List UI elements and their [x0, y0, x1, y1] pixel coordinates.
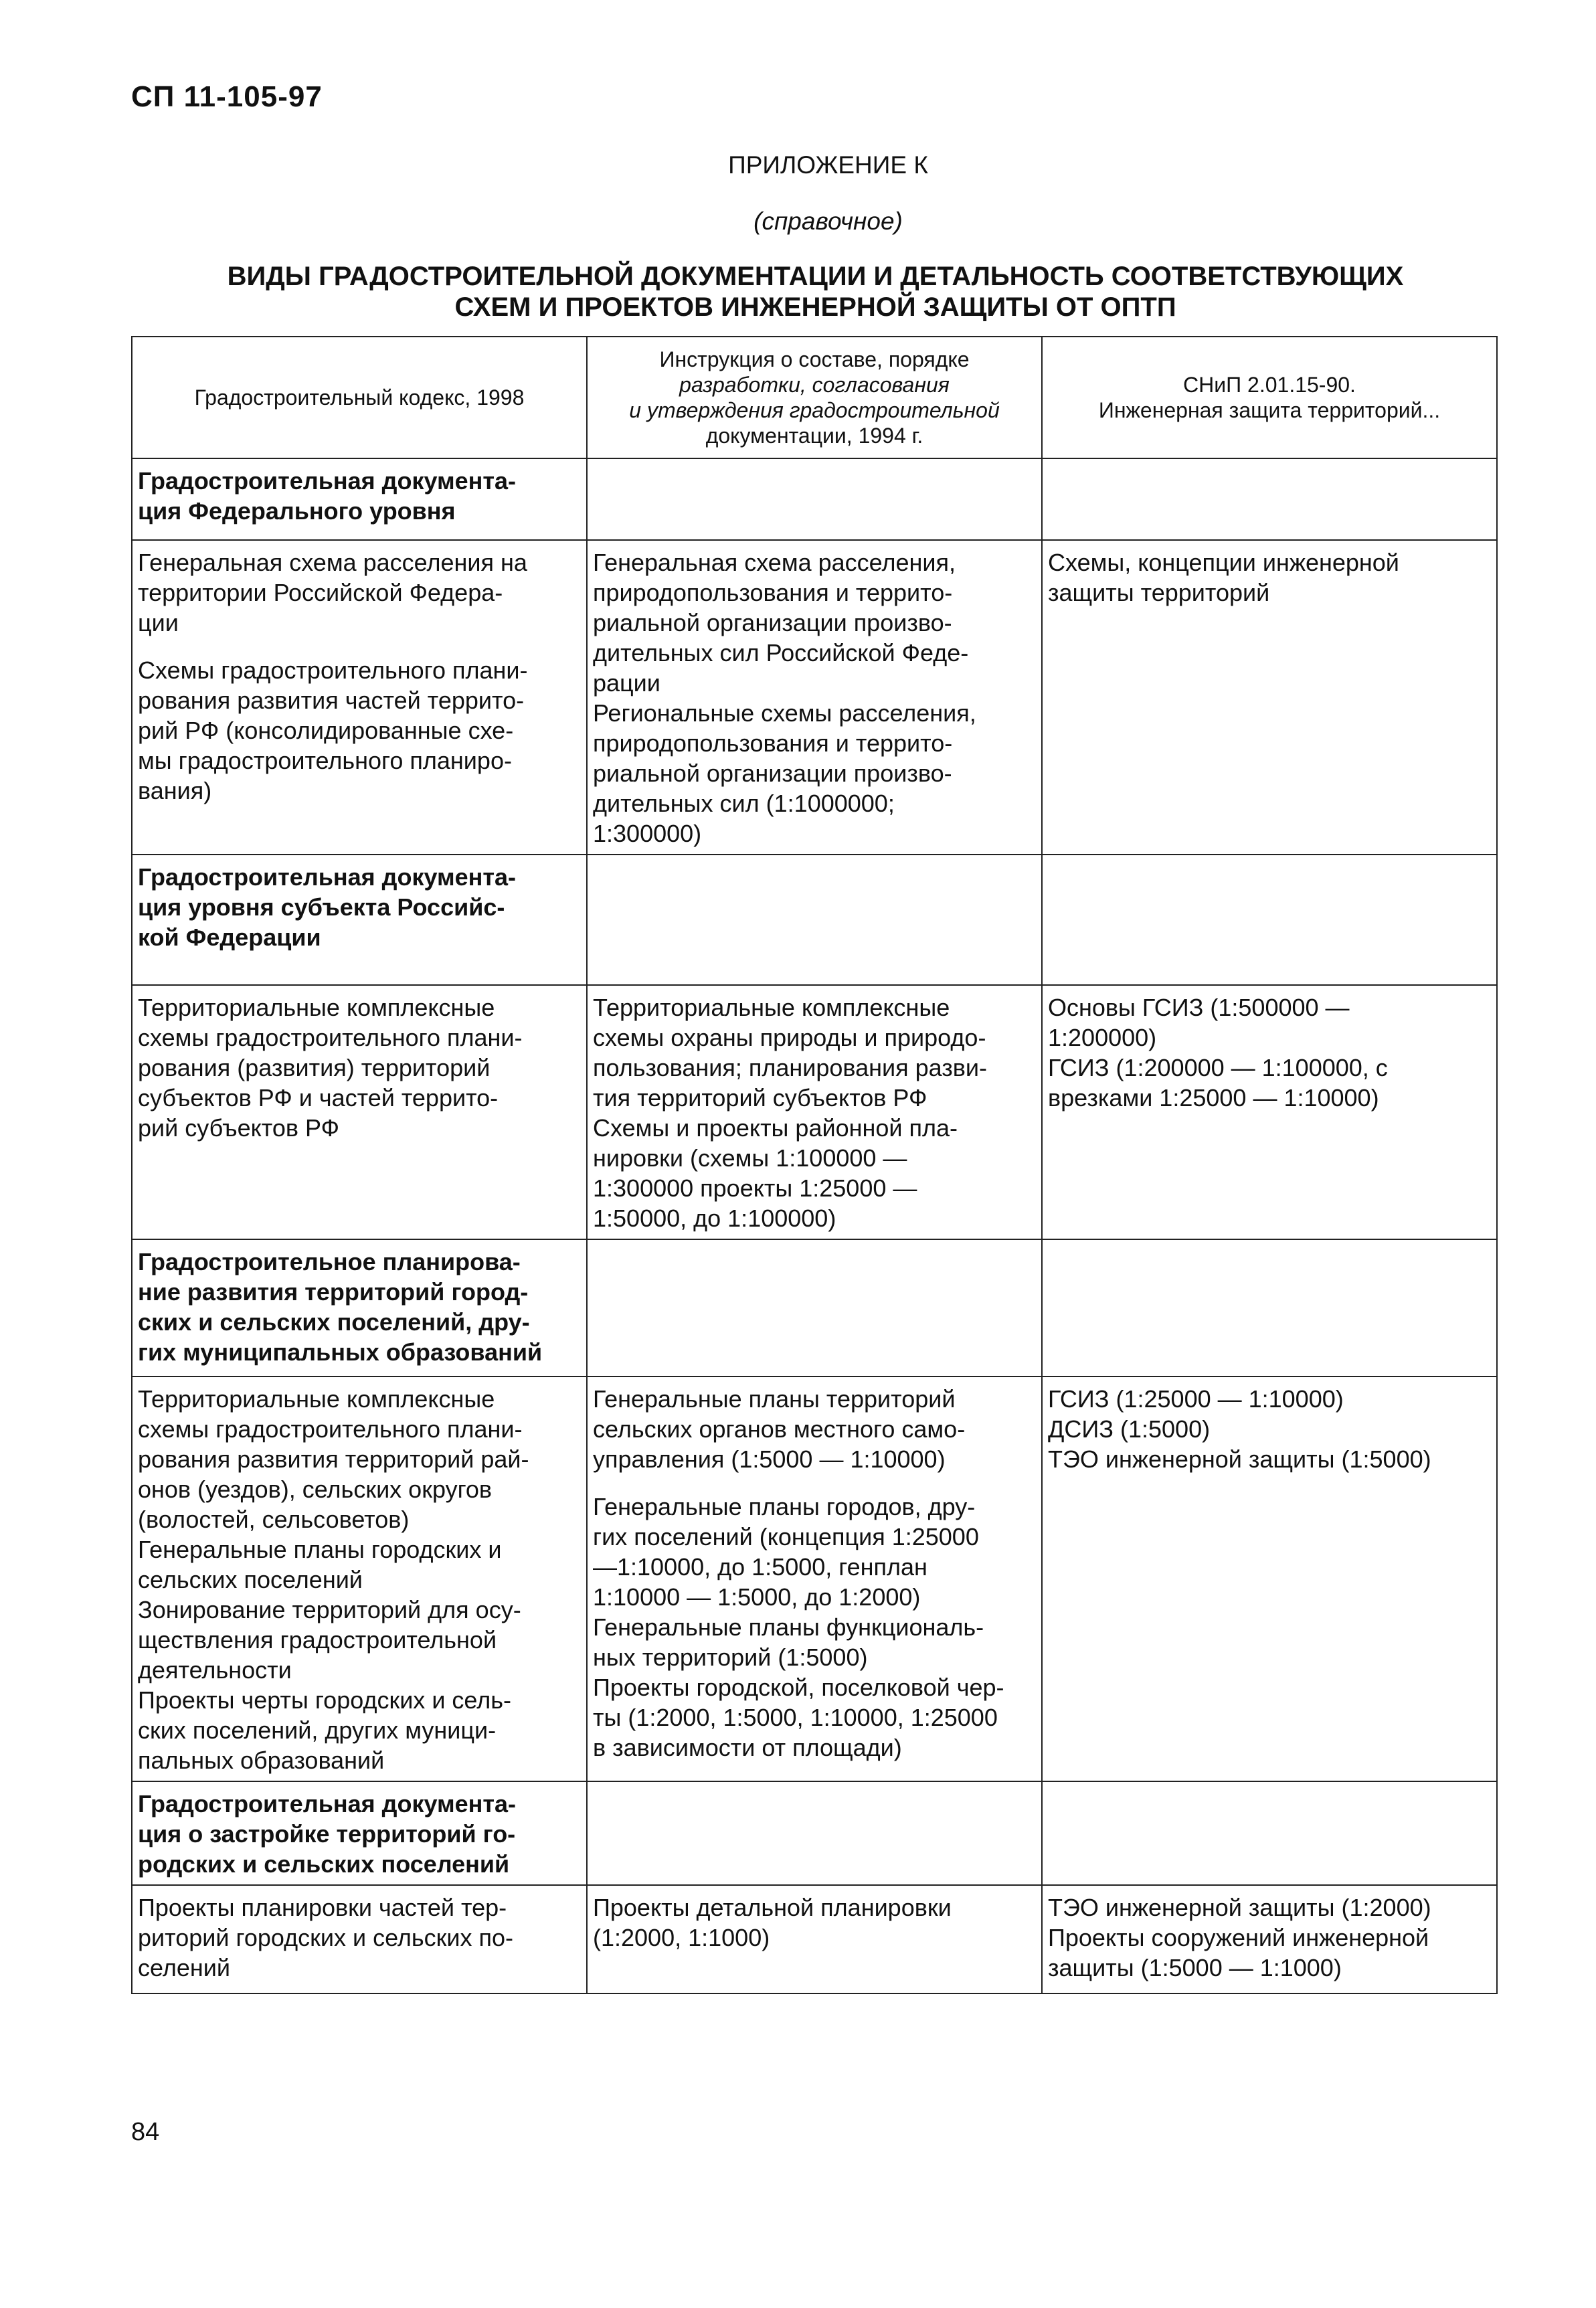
- cell-text-line: Схемы и проекты районной пла-: [593, 1114, 958, 1142]
- column-header-line: разработки, согласования: [679, 373, 950, 397]
- cell-text-line: пальных образований: [138, 1747, 385, 1774]
- cell-text-line: рий РФ (консолидированные схе-: [138, 717, 514, 744]
- document-code: СП 11-105-97: [131, 80, 323, 113]
- cell-text-line: Генеральные планы территорий: [593, 1385, 956, 1413]
- cell-text-line: Градостроительная документа-: [138, 1790, 517, 1817]
- cell-text-line: Проекты сооружений инженерной: [1048, 1924, 1429, 1951]
- cell-text-line: Генеральные планы городских и: [138, 1536, 502, 1563]
- section-heading-cell: [587, 1781, 1042, 1885]
- cell-text-line: схемы охраны природы и природо-: [593, 1024, 986, 1051]
- cell-text-line: врезками 1:25000 — 1:10000): [1048, 1084, 1379, 1112]
- cell-text-line: кой Федерации: [138, 923, 321, 951]
- column-header-line: и утверждения градостроительной: [629, 398, 1000, 422]
- section-heading-row: [132, 1781, 1497, 1885]
- page-title-line: СХЕМ И ПРОЕКТОВ ИНЖЕНЕРНОЙ ЗАЩИТЫ ОТ ОПТП: [454, 292, 1176, 322]
- cell-text-line: Зонирование территорий для осу-: [138, 1596, 521, 1623]
- cell-text-line: ГСИЗ (1:25000 — 1:10000): [1048, 1385, 1344, 1413]
- cell-text-line: Территориальные комплексные: [138, 1385, 495, 1413]
- cell-text-line: ТЭО инженерной защиты (1:5000): [1048, 1445, 1431, 1473]
- section-heading-cell: [132, 1239, 587, 1377]
- cell-text-line: ществления градостроительной: [138, 1626, 497, 1654]
- cell-text-line: Градостроительная документа-: [138, 863, 517, 891]
- cell-text-line: дительных сил Российской Феде-: [593, 639, 969, 667]
- cell-text-line: 1:300000 проекты 1:25000 —: [593, 1174, 917, 1202]
- cell-text-line: ДСИЗ (1:5000): [1048, 1415, 1211, 1443]
- cell-text-line: нировки (схемы 1:100000 —: [593, 1144, 907, 1172]
- section-heading-cell: [132, 855, 587, 985]
- table-header-row: [132, 337, 1497, 458]
- cell-text-line: субъектов РФ и частей террито-: [138, 1084, 499, 1112]
- cell-text-line: ция о застройке территорий го-: [138, 1820, 516, 1848]
- cell-text-line: вания): [138, 777, 212, 804]
- cell-text-line: Проекты планировки частей тер-: [138, 1894, 507, 1921]
- table-cell: [1042, 985, 1497, 1239]
- cell-text-line: Проекты детальной планировки: [593, 1894, 952, 1921]
- cell-spacer: [593, 1474, 1036, 1492]
- cell-text-line: ных территорий (1:5000): [593, 1644, 868, 1671]
- cell-text-line: ция уровня субъекта Российс-: [138, 893, 505, 921]
- cell-text-line: Генеральная схема расселения,: [593, 549, 956, 576]
- cell-text-line: Схемы, концепции инженерной: [1048, 549, 1399, 576]
- cell-text-line: пользования; планирования разви-: [593, 1054, 987, 1081]
- table-cell: [132, 985, 587, 1239]
- section-heading-row: [132, 458, 1497, 540]
- cell-text-line: ция Федерального уровня: [138, 497, 456, 525]
- column-header-line: Инструкция о составе, порядке: [659, 347, 970, 371]
- section-heading-cell: [587, 1239, 1042, 1377]
- section-heading-cell: [587, 855, 1042, 985]
- cell-text-line: рации: [593, 669, 660, 697]
- cell-spacer: [138, 638, 581, 655]
- cell-text-line: деятельности: [138, 1656, 292, 1684]
- cell-text-line: Генеральные планы функциональ-: [593, 1613, 984, 1641]
- table-row: [132, 1885, 1497, 1993]
- cell-text-line: защиты территорий: [1048, 579, 1270, 606]
- table-cell: [587, 985, 1042, 1239]
- section-heading-cell: [1042, 1239, 1497, 1377]
- page-title-line: ВИДЫ ГРАДОСТРОИТЕЛЬНОЙ ДОКУМЕНТАЦИИ И ДЕТАЛЬНОСТЬ СООТВЕТСТВУЮЩИХ: [227, 262, 1404, 291]
- cell-text-line: 1:300000): [593, 820, 702, 847]
- cell-text-line: —1:10000, до 1:5000, генплан: [593, 1553, 927, 1581]
- page-title: [131, 261, 1500, 323]
- table-cell: [587, 1885, 1042, 1993]
- table-row: [132, 540, 1497, 855]
- cell-text-line: Территориальные комплексные: [593, 994, 950, 1021]
- cell-text-line: (1:2000, 1:1000): [593, 1924, 770, 1951]
- cell-text-line: ских и сельских поселений, дру-: [138, 1308, 530, 1336]
- table-cell: [1042, 1377, 1497, 1781]
- cell-text-line: Градостроительное планирова-: [138, 1248, 521, 1275]
- cell-text-line: 1:10000 — 1:5000, до 1:2000): [593, 1583, 921, 1611]
- cell-text-line: ции: [138, 609, 179, 636]
- cell-text-line: селений: [138, 1954, 230, 1981]
- cell-text-line: Генеральная схема расселения на: [138, 549, 527, 576]
- cell-text-line: риальной организации произво-: [593, 760, 952, 787]
- cell-text-line: Градостроительная документа-: [138, 467, 517, 495]
- cell-text-line: Основы ГСИЗ (1:500000 —: [1048, 994, 1350, 1021]
- section-heading-row: [132, 1239, 1497, 1377]
- table-cell: [132, 1377, 587, 1781]
- cell-text-line: Схемы градостроительного плани-: [138, 656, 528, 684]
- cell-text-line: природопользования и террито-: [593, 729, 953, 757]
- table-row: [132, 985, 1497, 1239]
- cell-text-line: ГСИЗ (1:200000 — 1:100000, с: [1048, 1054, 1388, 1081]
- section-heading-cell: [587, 458, 1042, 540]
- section-heading-row: [132, 855, 1497, 985]
- cell-text-line: рования (развития) территорий: [138, 1054, 491, 1081]
- cell-text-line: (волостей, сельсоветов): [138, 1506, 410, 1533]
- cell-text-line: управления (1:5000 — 1:10000): [593, 1445, 946, 1473]
- page-number: 84: [131, 2118, 160, 2146]
- cell-text-line: рования развития территорий рай-: [138, 1445, 529, 1473]
- table-cell: [132, 1885, 587, 1993]
- cell-text-line: территории Российской Федера-: [138, 579, 503, 606]
- cell-text-line: сельских органов местного само-: [593, 1415, 966, 1443]
- section-heading-cell: [1042, 458, 1497, 540]
- appendix-label: ПРИЛОЖЕНИЕ К: [728, 151, 928, 179]
- cell-text-line: рования развития частей террито-: [138, 687, 525, 714]
- cell-text-line: Региональные схемы расселения,: [593, 699, 976, 727]
- cell-text-line: Проекты городской, поселковой чер-: [593, 1674, 1004, 1701]
- appendix-type: (справочное): [753, 207, 903, 235]
- table-cell: [587, 1377, 1042, 1781]
- cell-text-line: защиты (1:5000 — 1:1000): [1048, 1954, 1342, 1981]
- table-cell: [1042, 1885, 1497, 1993]
- cell-text-line: ние развития территорий город-: [138, 1278, 529, 1306]
- section-heading-cell: [1042, 1781, 1497, 1885]
- cell-text-line: рий субъектов РФ: [138, 1114, 339, 1142]
- cell-text-line: гих поселений (концепция 1:25000: [593, 1523, 979, 1550]
- cell-text-line: в зависимости от площади): [593, 1734, 902, 1761]
- table-cell: [587, 540, 1042, 855]
- section-heading-cell: [132, 458, 587, 540]
- cell-text-line: риальной организации произво-: [593, 609, 952, 636]
- cell-text-line: ТЭО инженерной защиты (1:2000): [1048, 1894, 1431, 1921]
- cell-text-line: онов (уездов), сельских округов: [138, 1476, 493, 1503]
- column-header-line: Градостроительный кодекс, 1998: [194, 385, 525, 410]
- cell-text-line: схемы градостроительного плани-: [138, 1415, 523, 1443]
- table-row: [132, 1377, 1497, 1781]
- cell-text-line: Генеральные планы городов, дру-: [593, 1493, 976, 1520]
- cell-text-line: сельских поселений: [138, 1566, 363, 1593]
- cell-text-line: ты (1:2000, 1:5000, 1:10000, 1:25000: [593, 1704, 998, 1731]
- cell-text-line: риторий городских и сельских по-: [138, 1924, 514, 1951]
- cell-text-line: ских поселений, других муници-: [138, 1716, 497, 1744]
- cell-text-line: Проекты черты городских и сель-: [138, 1686, 511, 1714]
- section-heading-cell: [132, 1781, 587, 1885]
- cell-text-line: мы градостроительного планиро-: [138, 747, 512, 774]
- cell-text-line: 1:50000, до 1:100000): [593, 1205, 836, 1232]
- cell-text-line: тия территорий субъектов РФ: [593, 1084, 927, 1112]
- cell-text-line: 1:200000): [1048, 1024, 1157, 1051]
- cell-text-line: гих муниципальных образований: [138, 1338, 543, 1366]
- cell-text-line: дительных сил (1:1000000;: [593, 790, 895, 817]
- column-header-line: документации, 1994 г.: [705, 424, 923, 448]
- section-heading-cell: [1042, 855, 1497, 985]
- cell-text-line: схемы градостроительного плани-: [138, 1024, 523, 1051]
- table-cell: [1042, 540, 1497, 855]
- column-header-urban-code: [132, 337, 587, 458]
- column-header-line: СНиП 2.01.15-90.: [1183, 373, 1356, 397]
- column-header-snip: [1042, 337, 1497, 458]
- documentation-table: [131, 336, 1498, 1994]
- table-cell: [132, 540, 587, 855]
- column-header-line: Инженерная защита территорий...: [1098, 398, 1441, 422]
- column-header-instruction: [587, 337, 1042, 458]
- cell-text-line: Территориальные комплексные: [138, 994, 495, 1021]
- cell-text-line: родских и сельских поселений: [138, 1850, 510, 1878]
- cell-text-line: природопользования и террито-: [593, 579, 953, 606]
